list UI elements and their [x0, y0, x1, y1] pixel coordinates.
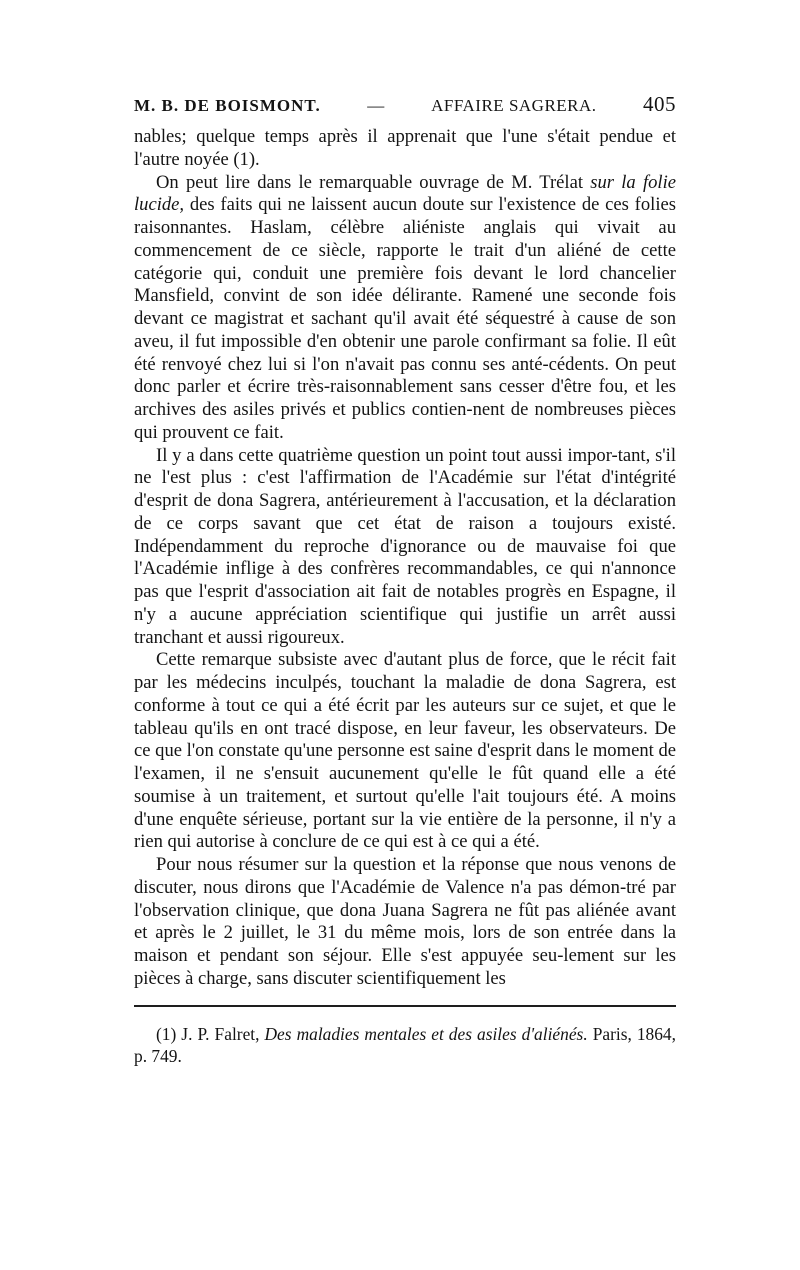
body-text — [134, 126, 676, 991]
book-title-italic: sur la folie lucide, — [134, 171, 676, 216]
paragraph-resume: Pour nous résumer sur la question et la réponse que nous venons de discuter, nous dirons que l'Académie de Valence n'a pas démon-tré par l'observation clinique, que dona Juana Sagrera ne fût pas aliénée avant et après le 2 juillet, le 31 du même mois, lors de son entrée dans la maison et pendant son séjour. Elle s'est appuyée seu-lement sur les pièces à charge, sans discuter scientifiquement les — [134, 854, 676, 989]
footnote-rule — [134, 1005, 676, 1007]
running-head — [134, 92, 676, 126]
page-number: 405 — [642, 92, 676, 116]
paragraph-remarque: Cette remarque subsiste avec d'autant plus de force, que le récit fait par les médecins inculpés, touchant la maladie de dona Sagrera, est conforme à tout ce qui a été écrit par les auteurs sur ce sujet, et que le tableau qu'ils en ont tracé dispose, en leur faveur, les observateurs. De ce que l'on constate qu'une personne est saine d'esprit dans le moment de l'examen, il ne s'ensuit aucunement qu'elle le fût quand elle a été soumise à un traitement, et surtout qu'elle l'ait toujours été. A moins d'une enquête sérieuse, portant sur la vie entière de la personne, il n'y a rien qui autorise à conclure de ce qui est à ce qui a été. — [134, 649, 676, 853]
paragraph-continuation: nables; quelque temps après il apprenait que l'une s'était pendue et l'autre noyée (1). — [134, 126, 676, 170]
footnote-marker: (1) — [156, 1023, 177, 1044]
footnote-reference: Paris, 1864, p. 749. — [134, 1023, 676, 1066]
paragraph-trelat — [134, 172, 676, 445]
running-head-author: M. B. DE BOISMONT. — [134, 96, 321, 115]
paragraph-text: des faits qui ne laissent aucun doute sur l'existence de ces folies raisonnantes. Haslam, célèbre aliéniste anglais qui vivait au commencement de ce siècle, rapporte le trait d'un aliéné de cette catégorie qui, conduit une première fois devant le lord chancelier Mansfield, convint de son idée délirante. Ramené une seconde fois devant ce magistrat et sachant qu'il avait été séquestré à cause de son aveu, il fut impossible d'en obtenir une parole confirmant sa folie. Il eût été renvoyé chez lui si l'on n'avait pas connu ses anté-cédents. On peut donc parler et écrire très-raisonnablement sans cesser d'être fou, et les archives des asiles privés et publics contien-nent de nombreuses pièces qui prouvent ce fait. — [134, 194, 676, 443]
footnote-author: J. P. Falret, — [176, 1023, 265, 1044]
paragraph-quatrieme-question: Il y a dans cette quatrième question un point tout aussi impor-tant, s'il ne l'est plus : c'est l'affirmation de l'Académie sur l'état d'intégrité d'esprit de dona Sagrera, antérieurement à l'accusation, et la déclaration de ce corps savant que cet état de raison a toujours existé. Indépendamment du reproche d'ignorance ou de mauvaise foi que l'Académie inflige à des confrères recommandables, ce qui n'annonce pas que l'esprit d'association ait fait de notables progrès en Espagne, il n'y a aucune appréciation scientifique qui justifie un arrêt aussi tranchant et aussi rigoureux. — [134, 444, 676, 648]
running-head-dash: — — [367, 96, 385, 115]
paragraph-text: On peut lire dans le remarquable ouvrage de M. Trélat — [156, 171, 591, 193]
book-page — [134, 92, 676, 1067]
running-head-title: AFFAIRE SAGRERA. — [431, 96, 597, 115]
footnote — [134, 1023, 676, 1067]
footnote-title: Des maladies mentales et des asiles d'aliénés. — [264, 1023, 588, 1044]
